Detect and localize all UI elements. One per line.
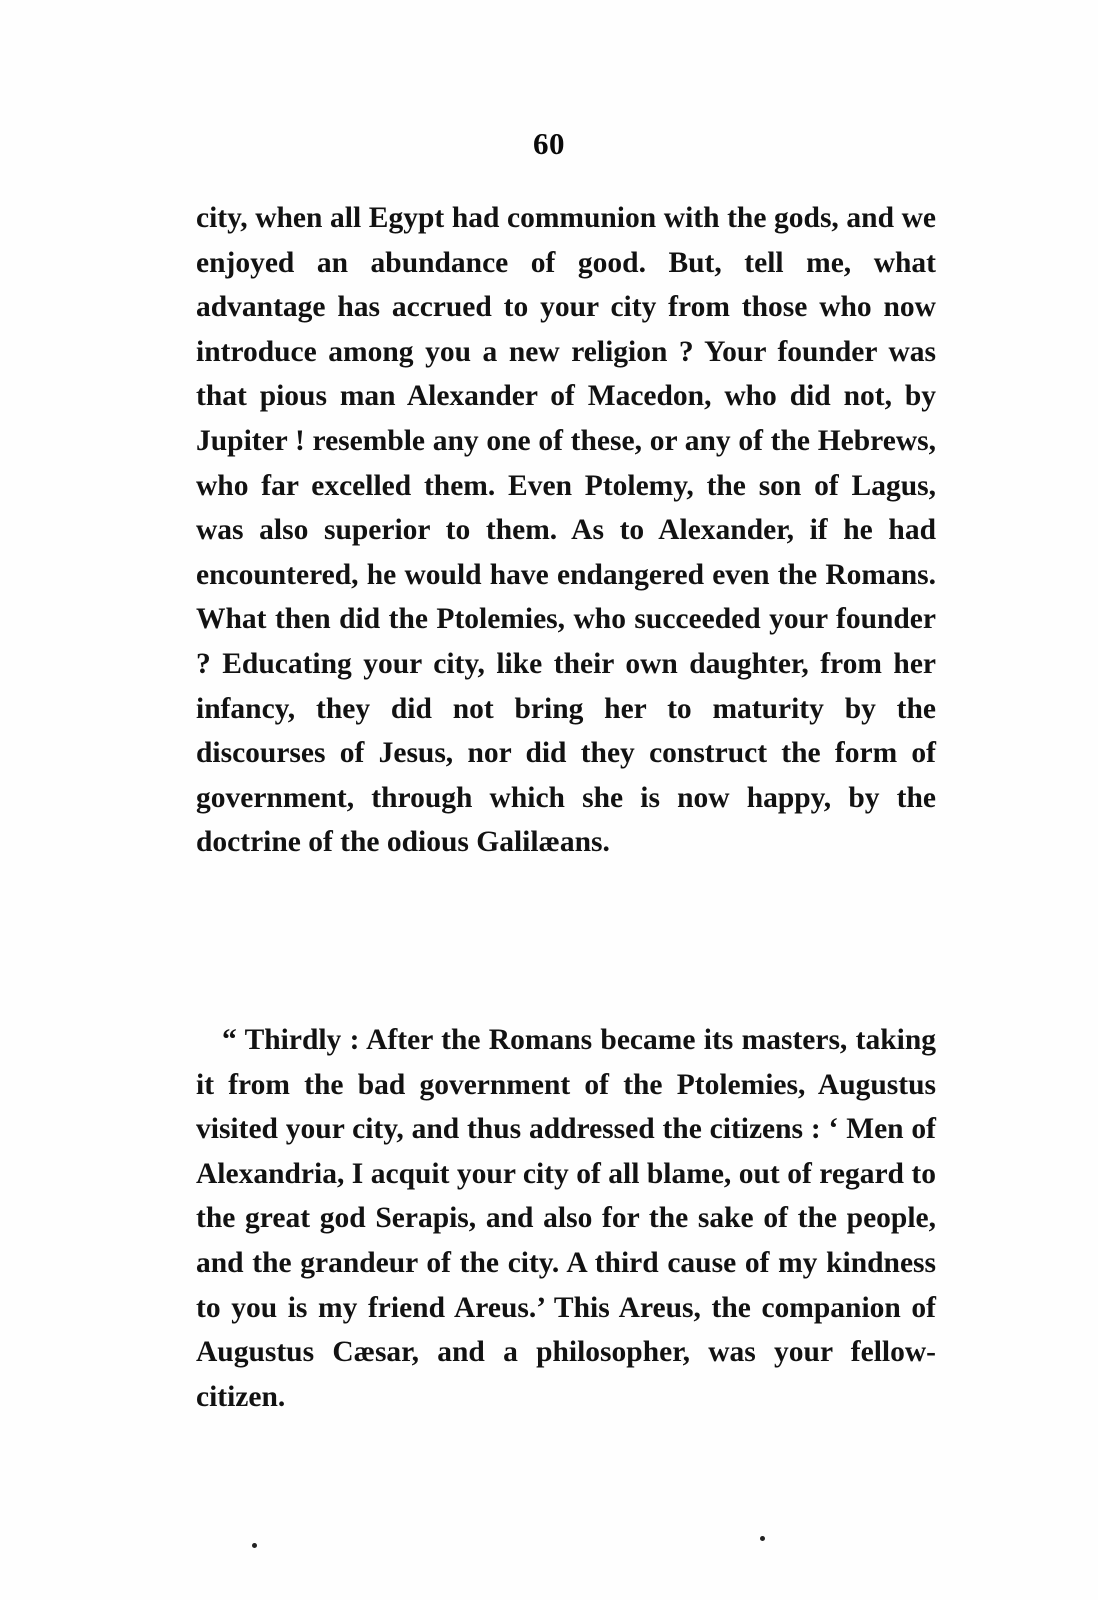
page-number: 60: [533, 126, 565, 161]
footer-mark-left: [252, 1543, 257, 1548]
footer-mark-right: [760, 1536, 765, 1541]
body-paragraph-2: “ Thirdly : After the Romans became its masters, taking it from the bad government of the Ptolemies, Augustus visited your city, and thus addressed the citizens : ‘ Men of Alexandria, I acquit your city of all blame, out of regard to the great god Serapis, and also for the sake of the people, and the grandeur of the city. A third cause of my kindness to you is my friend Areus.’ This Areus, the companion of Augustus Cæsar, and a philosopher, was your fellow-citizen.: [196, 1024, 936, 1413]
body-paragraph-1: city, when all Egypt had communion with the gods, and we enjoyed an abundance of good. But, tell me, what advantage has accrued to your city from those who now introduce among you a new religion ? Your founder was that pious man Alexander of Macedon, who did not, by Jupiter ! resemble any one of these, or any of the Hebrews, who far excelled them. Even Ptolemy, the son of Lagus, was also superior to them. As to Alexander, if he had encountered, he would have endangered even the Romans. What then did the Ptolemies, who succeeded your founder ? Educating your city, like their own daughter, from her infancy, they did not bring her to maturity by the discourses of Jesus, nor did they construct the form of government, through which she is now happy, by the doctrine of the odious Galilæans.: [196, 202, 936, 859]
